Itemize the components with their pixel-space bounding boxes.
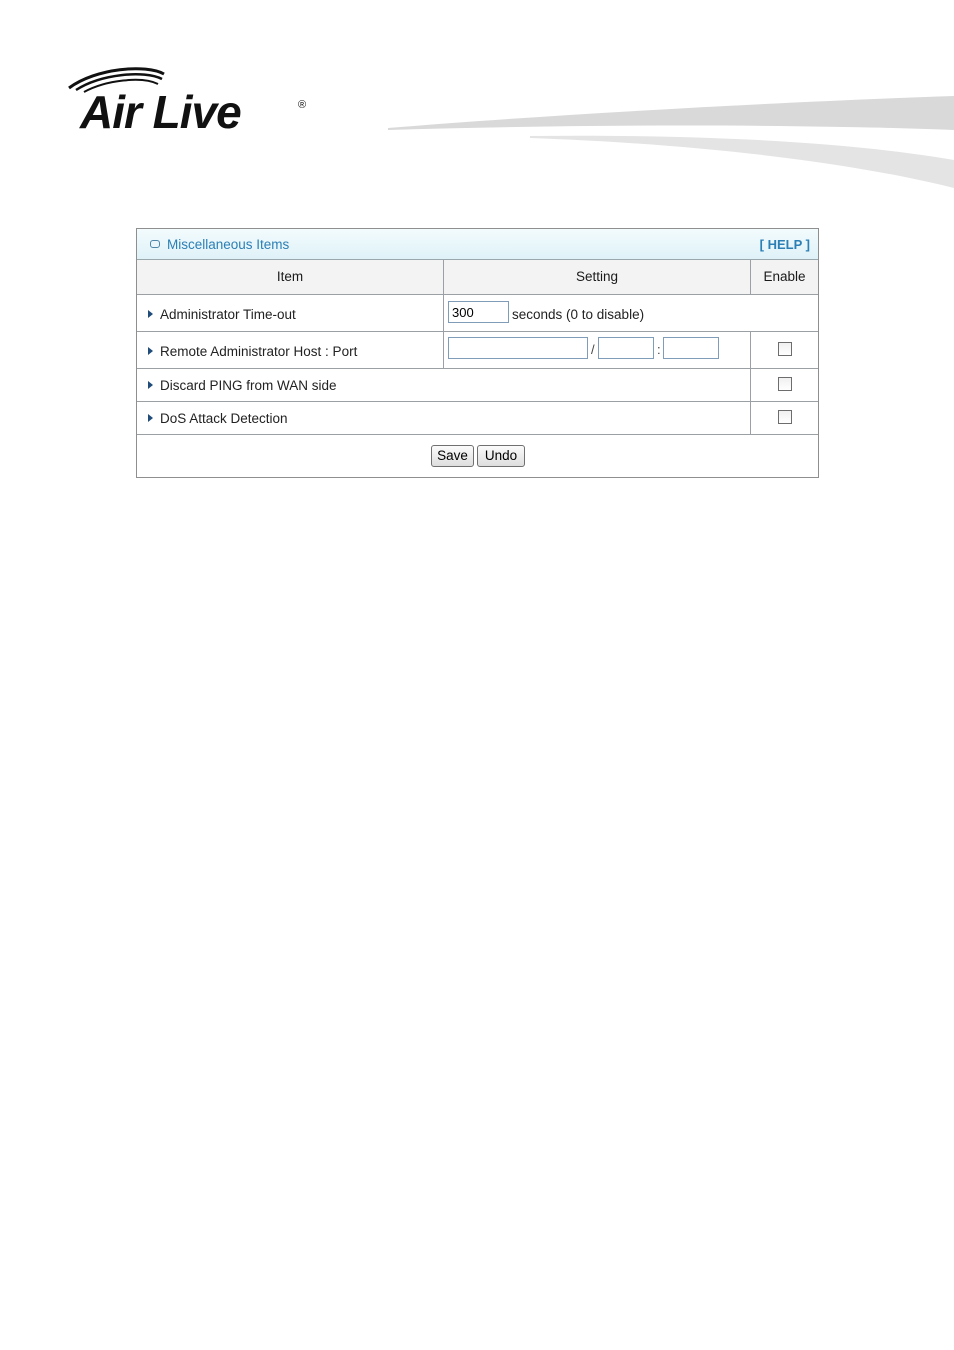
row-label: Remote Administrator Host : Port [160,344,358,359]
undo-button[interactable]: Undo [477,445,525,467]
mask-separator: / [591,342,595,357]
divider [137,331,818,332]
row-discard-ping [148,378,337,393]
bullet-icon [150,240,160,248]
timeout-input[interactable] [448,301,509,323]
triangle-right-icon [148,310,153,318]
divider [137,434,818,435]
row-dos-detection [148,411,288,426]
row-remote-admin [148,344,357,359]
column-header-enable: Enable [751,260,818,294]
row-label: Discard PING from WAN side [160,378,337,393]
remote-port-input[interactable] [663,337,719,359]
divider [443,260,444,294]
column-header-item: Item [137,260,443,294]
column-header-setting: Setting [444,260,750,294]
triangle-right-icon [148,414,153,422]
triangle-right-icon [148,347,153,355]
row-label: Administrator Time-out [160,307,296,322]
divider [750,331,751,434]
svg-text:Air Live: Air Live [80,86,241,136]
registered-mark: ® [298,99,307,111]
triangle-right-icon [148,381,153,389]
header-swoosh [380,90,954,190]
airlive-logo [66,66,316,136]
remote-admin-checkbox[interactable] [778,342,792,356]
divider [137,368,818,369]
panel-header [137,229,818,260]
divider [750,260,751,294]
row-label: DoS Attack Detection [160,411,288,426]
dos-detection-checkbox[interactable] [778,410,792,424]
help-link[interactable]: [ HELP ] [759,237,810,252]
panel-title: Miscellaneous Items [167,237,290,252]
divider [443,294,444,368]
row-admin-timeout [148,307,296,322]
remote-host-input[interactable] [448,337,588,359]
port-separator: : [657,342,661,357]
remote-mask-input[interactable] [598,337,654,359]
timeout-hint: seconds (0 to disable) [512,307,645,322]
save-button[interactable]: Save [431,445,474,467]
discard-ping-checkbox[interactable] [778,377,792,391]
misc-items-panel [136,228,819,478]
divider [137,401,818,402]
divider [137,294,818,295]
